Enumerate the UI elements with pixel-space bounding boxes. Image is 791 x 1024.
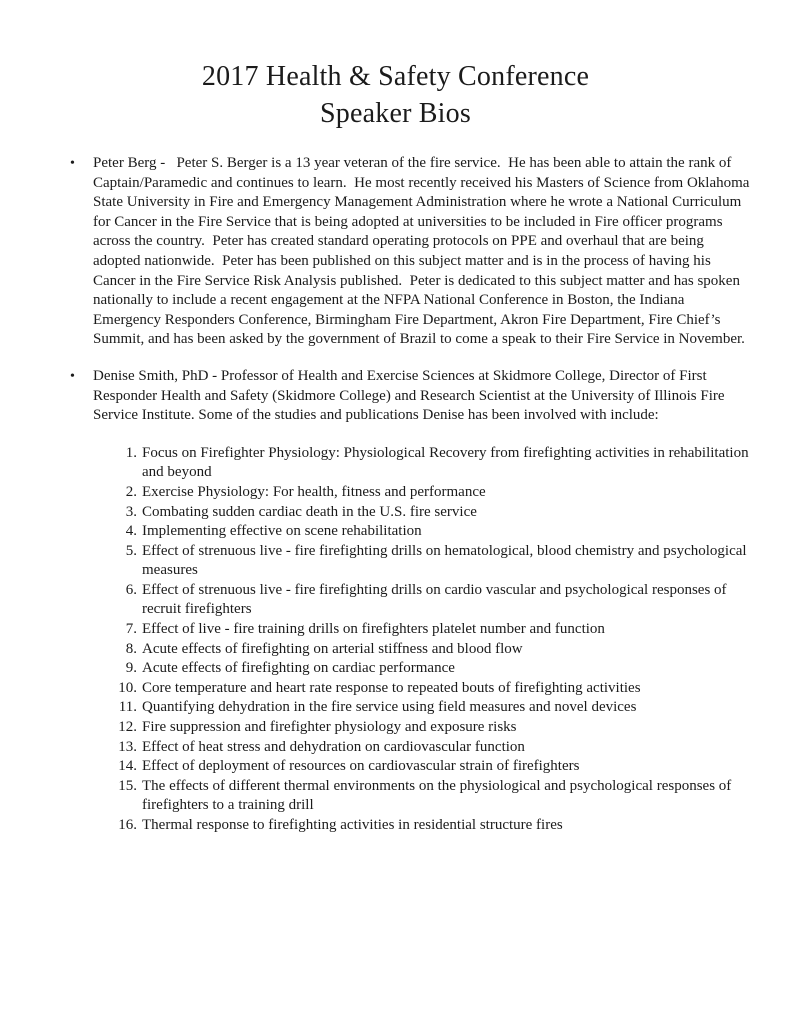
publication-item — [105, 483, 753, 503]
publication-number: 10. — [118, 679, 137, 696]
publication-item — [105, 640, 753, 660]
publication-item — [105, 757, 753, 777]
publication-number: 4. — [125, 523, 137, 540]
publication-item — [105, 522, 753, 542]
speaker-bio-text: Denise Smith, PhD - Professor of Health and Exercise Sciences at Skidmore College, Director of First Responder Health and Safety (Skidmore College) and Research Scientist at the University of Illinois Fire Service Institute. Some of the studies and publications Denise has been involved with include: — [93, 367, 729, 424]
publication-item — [105, 777, 753, 816]
publication-number: 8. — [125, 640, 137, 657]
speaker-bio-denise-smith — [70, 367, 753, 426]
publication-item — [105, 503, 753, 523]
publication-text: Acute effects of firefighting on arterial stiffness and blood flow — [142, 640, 523, 657]
publication-text: Exercise Physiology: For health, fitness and performance — [142, 483, 486, 500]
title-line-1: 2017 Health & Safety Conference — [201, 61, 590, 92]
publication-number: 11. — [118, 699, 137, 716]
publication-number: 15. — [118, 777, 137, 794]
publication-number: 14. — [118, 758, 137, 775]
publication-number: 13. — [118, 738, 137, 755]
publication-item — [105, 679, 753, 699]
publication-text: Effect of strenuous live - fire firefighting drills on hematological, blood chemistry and psychological measures — [142, 542, 747, 579]
title-line-2: Speaker Bios — [320, 98, 471, 129]
publication-number: 5. — [125, 542, 137, 559]
document-body — [0, 154, 791, 836]
bullet-icon: • — [70, 156, 75, 171]
publication-number: 6. — [125, 581, 137, 598]
bullet-icon: • — [70, 368, 75, 384]
publication-text: Core temperature and heart rate response to repeated bouts of firefighting activities — [142, 679, 641, 696]
publication-item — [105, 738, 753, 758]
publication-text: Thermal response to firefighting activities in residential structure fires — [142, 817, 563, 833]
publication-text: Acute effects of firefighting on cardiac performance — [142, 660, 455, 677]
publication-text: Effect of live - fire training drills on firefighters platelet number and function — [142, 621, 605, 638]
speaker-bio-text: Peter Berg - Peter S. Berger is a 13 year veteran of the fire service. He has been able to attain the rank of Captain/Paramedic and continues to learn. He most recently received his Masters of Science from Oklahoma State University in Fire and Emergency Management Administration where he wrote a National Curriculum for Cancer in the Fire Service that is being adopted at universities to be included in Fire officer programs across the country. Peter has created standard operating protocols on PPE and overhaul that are being adopted nationwide. Peter has been published on this subject matter and is in the process of having his Cancer in the Fire Service Risk Analysis published. Peter is dedicated to this subject matter and has spoken nationally to include a recent engagement at the NFPA National Conference in Boston, the Indiana Emergency Responders Conference, Birmingham Fire Department, Akron Fire Department, Fire Chief’s Summit, and has been asked by the government of Brazil to come a speak to their Fire Service in November. — [93, 155, 754, 348]
publication-item — [105, 620, 753, 640]
publication-number: 9. — [125, 660, 137, 677]
publication-number: 7. — [125, 621, 137, 638]
publication-number: 3. — [125, 503, 137, 520]
publication-number: 1. — [125, 444, 137, 461]
publication-text: Quantifying dehydration in the fire service using field measures and novel devices — [142, 699, 637, 716]
publication-text: Implementing effective on scene rehabilitation — [142, 523, 422, 540]
publication-number: 2. — [125, 483, 137, 500]
publication-item — [105, 542, 753, 581]
publication-number: 16. — [118, 817, 137, 833]
publications-list — [105, 444, 753, 836]
publication-item — [105, 581, 753, 620]
publication-text: Effect of heat stress and dehydration on cardiovascular function — [142, 738, 525, 755]
publication-text: The effects of different thermal environments on the physiological and psychological responses of firefighters to a training drill — [142, 777, 732, 814]
publication-text: Fire suppression and firefighter physiology and exposure risks — [142, 719, 517, 736]
publication-item — [105, 659, 753, 679]
publication-text: Effect of deployment of resources on cardiovascular strain of firefighters — [142, 758, 580, 775]
publication-item — [105, 444, 753, 483]
publication-item — [105, 816, 753, 836]
publication-item — [105, 718, 753, 738]
speaker-bio-peter-berg — [70, 154, 753, 350]
publication-text: Focus on Firefighter Physiology: Physiological Recovery from firefighting activities in rehabilitation and beyond — [142, 444, 749, 481]
publication-text: Combating sudden cardiac death in the U.S. fire service — [142, 503, 477, 520]
publication-item — [105, 698, 753, 718]
publication-number: 12. — [118, 719, 137, 736]
publication-text: Effect of strenuous live - fire firefighting drills on cardio vascular and psychological responses of recruit firefighters — [142, 581, 727, 618]
document-title — [0, 0, 791, 132]
